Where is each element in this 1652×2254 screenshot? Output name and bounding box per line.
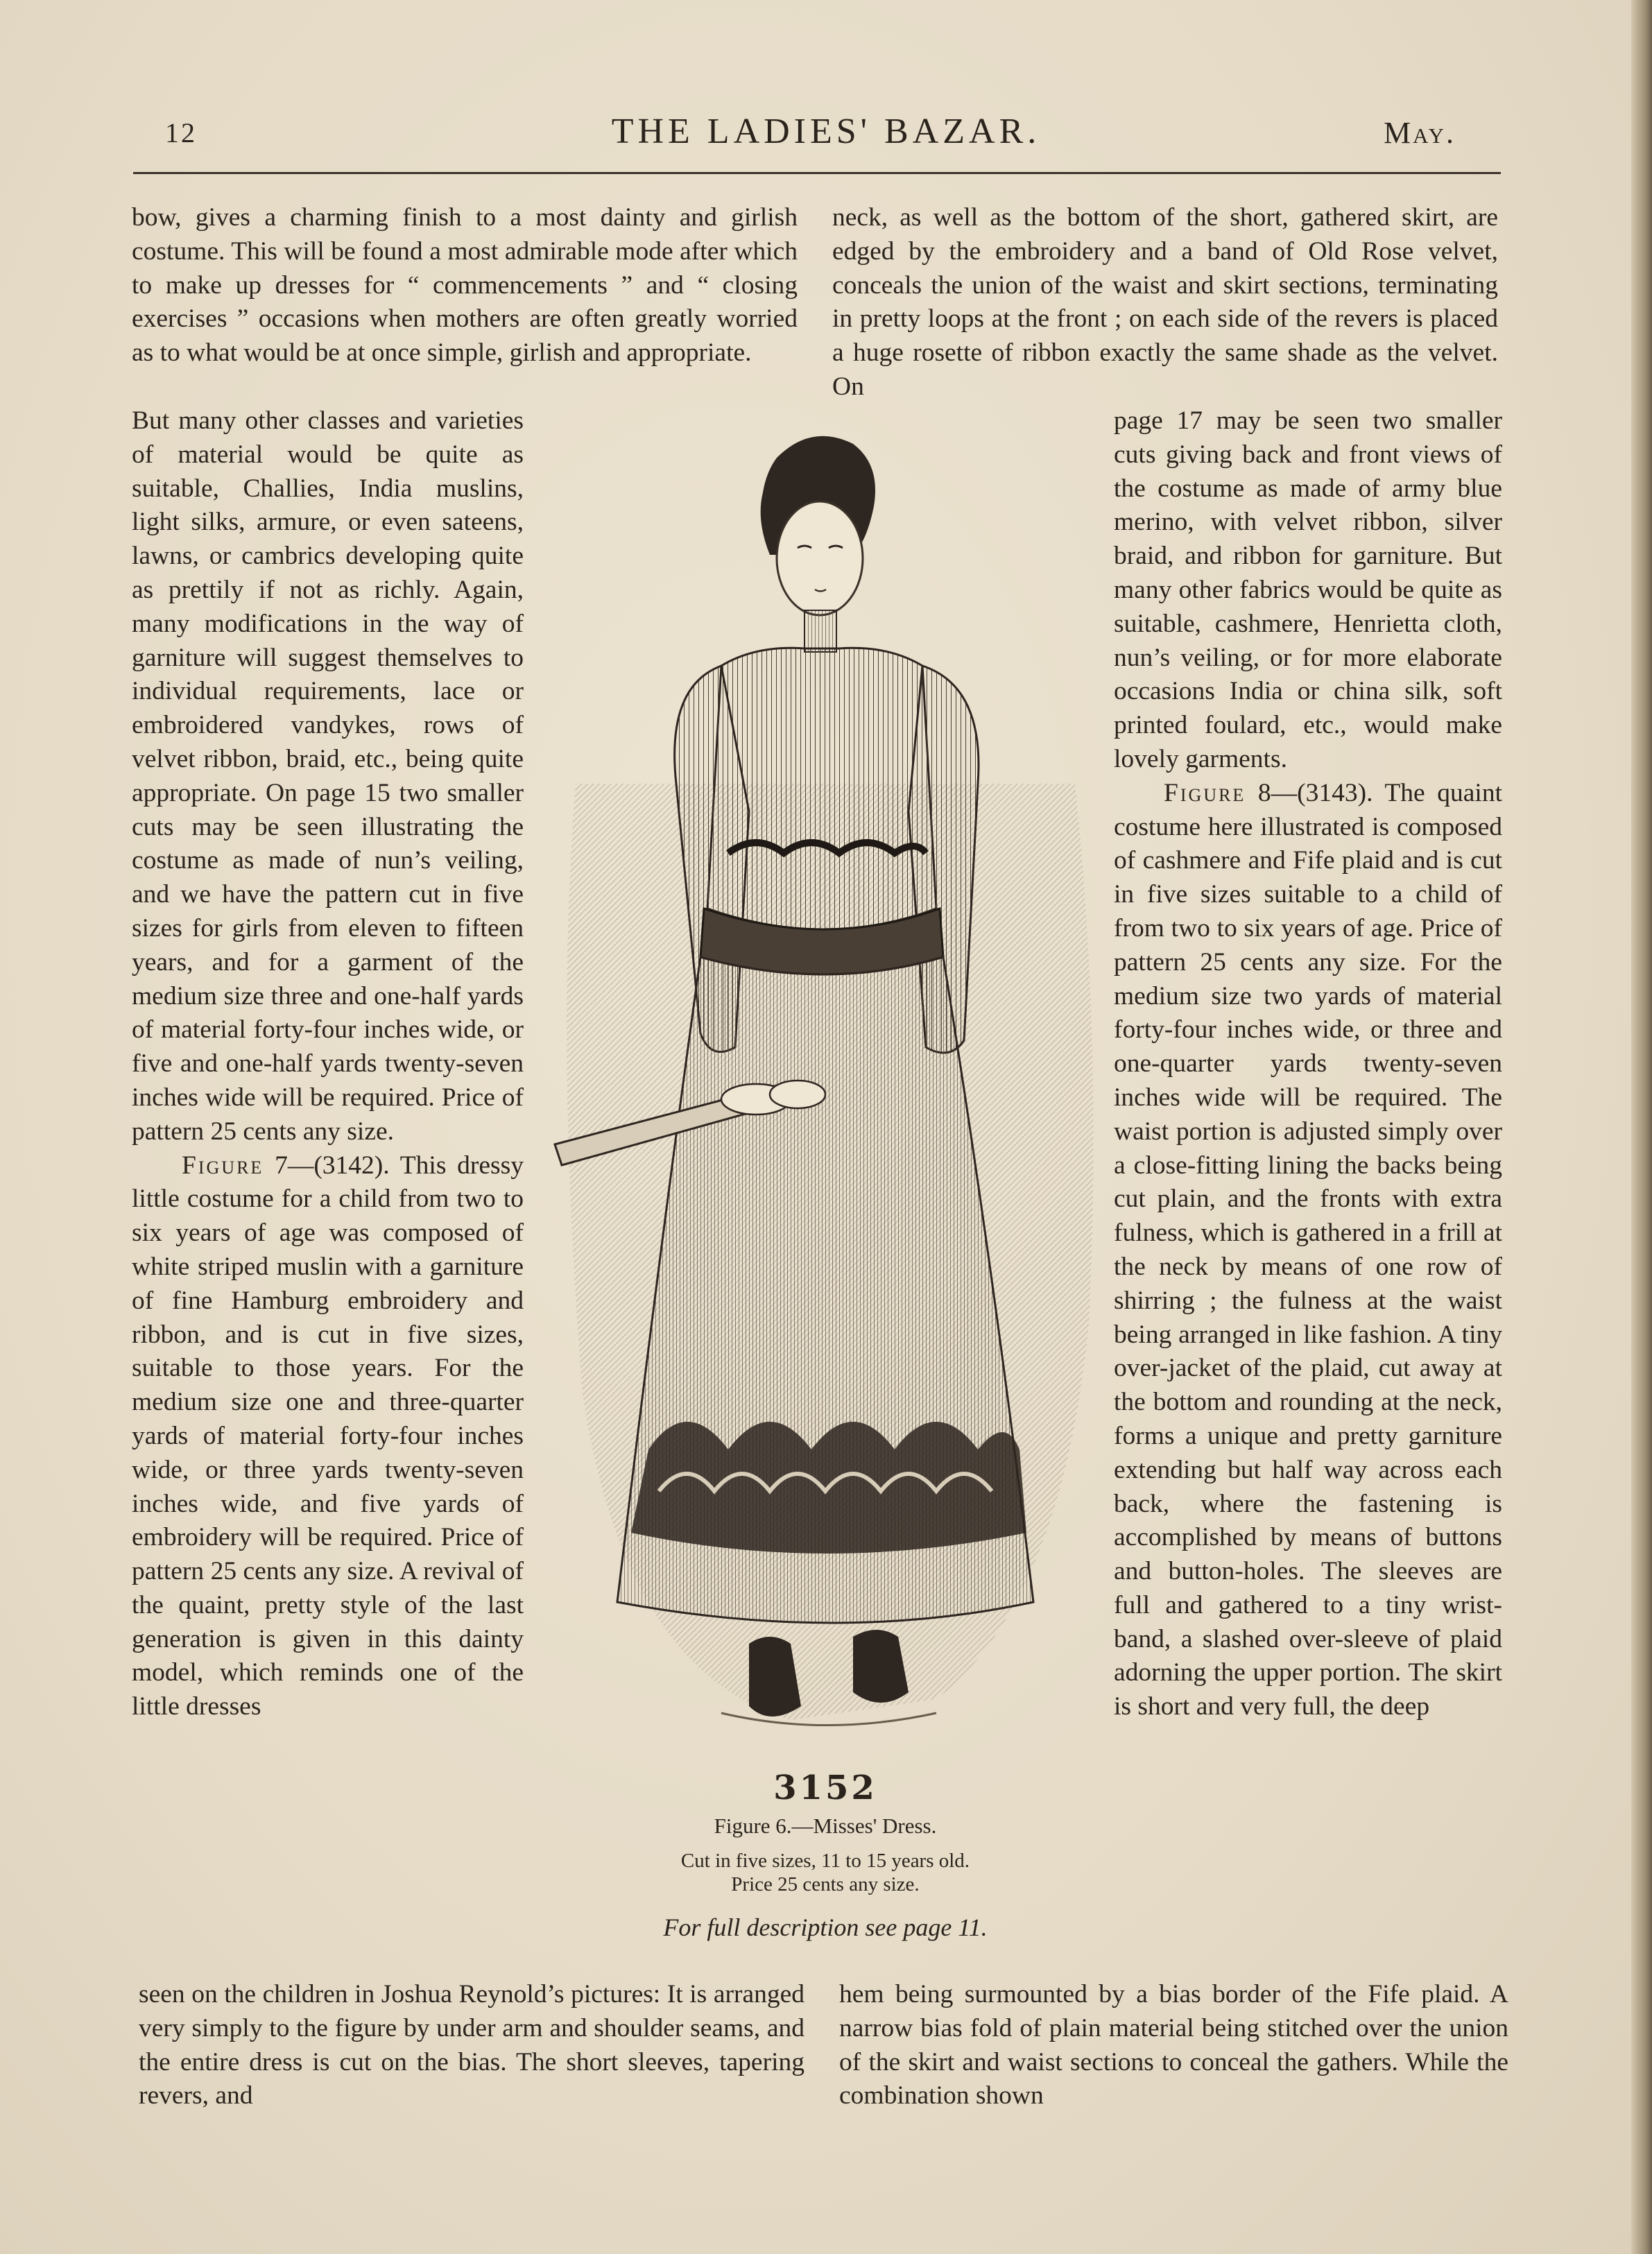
paragraph: But many other classes and varieties of material would be quite as suitable, Challies, India muslins, light silks, armure, or even sateens, lawns, or cambrics developing quite as prettily if not as richly. Again, many modifications in the way of garniture will suggest themselves to individual requirements, lace or embroidered vandykes, rows of velvet ribbon, braid, etc., being quite appropriate. On page 15 two smaller cuts may be seen illustrating the costume as made of nun’s veiling, and we have the pattern cut in five sizes for girls from eleven to fifteen years, and for a garment of the medium size three and one-half yards of material forty-four inches wide, or five and one-half yards twenty-seven inches wide will be required. Price of pattern 25 cents any size. xyxy=(132,406,524,1146)
header-rule xyxy=(133,172,1501,174)
paragraph: neck, as well as the bottom of the short, gathered skirt, are edged by the embroidery and a band of Old Rose velvet, conceals the union of the waist and skirt sections, terminating in pretty loops at the front ; on each side of the revers is placed a huge rosette of ribbon exactly the same shade as the velvet. On xyxy=(832,203,1498,401)
page-edge xyxy=(1631,0,1652,2254)
page-number: 12 xyxy=(165,117,197,148)
figure-label: Figure xyxy=(1164,778,1246,807)
caption-sizes-line: Cut in five sizes, 11 to 15 years old. xyxy=(680,1850,970,1872)
paragraph: seen on the children in Joshua Reynold’s pictures: It is arranged very simply to the figure by under arm and shoulder seams, and the entire dress is cut on the bias. The short sleeves, tapering revers, and xyxy=(139,1980,805,2110)
page-header xyxy=(0,111,1652,160)
paragraph: page 17 may be seen two smaller cuts giving back and front views of the costume as made of army blue merino, with velvet ribbon, silver braid, and ribbon for garniture. But many other fabrics would be quite as suitable, cashmere, Henrietta cloth, nun’s veiling, or for more elaborate occasions India or china silk, soft printed foulard, etc., would make lovely garments. xyxy=(1114,406,1502,773)
issue-month: May. xyxy=(1384,116,1456,150)
pattern-number: 3152 xyxy=(773,1769,877,1807)
misses-dress-illustration xyxy=(548,423,1103,1782)
right-column-top xyxy=(832,201,1498,404)
caption-price-line: Price 25 cents any size. xyxy=(731,1873,920,1895)
right-column-narrow xyxy=(1114,404,1502,1724)
misses-dress-engraving-icon xyxy=(548,423,1103,1782)
paragraph-text: 7—(3142). This dressy little costume for a child from two to six years of age was composed of white striped muslin with a garniture of fine Hamburg embroidery and ribbon, and is cut in five sizes, suitable to those years. For the medium size one and three-quarter yards of material forty-four inches wide, or three yards twenty-seven inches wide, and five yards of embroidery will be required. Price of pattern 25 cents any size. A revival of the quaint, pretty style of the last generation is given in this dainty model, which reminds one of the little dresses xyxy=(132,1151,524,1721)
paragraph-text: 8—(3143). The quaint costume here illustrated is composed of cashmere and Fife plaid and is cut in five sizes suitable to a child of from two to six years of age. Price of pattern 25 cents any size. For the medium size two yards of material forty-four inches wide, or three and one-quarter yards twenty-seven inches wide will be required. The waist portion is adjusted simply over a close-fitting lining the backs being cut plain, and the fronts with extra fulness, which is gathered in a frill at the neck by means of one row of shirring ; the fulness at the waist being arranged in like fashion. A tiny over-jacket of the plaid, cut away at the bottom and rounding at the neck, forms a unique and pretty garniture extending but half way across each back, where the fastening is accomplished by means of buttons and button-holes. The sleeves are full and gathered to a tiny wrist-band, a slashed over-sleeve of plaid adorning the upper portion. The skirt is short and very full, the deep xyxy=(1114,778,1502,1721)
left-column-top xyxy=(132,201,798,370)
figure-caption-sizes xyxy=(596,1849,1054,1896)
right-column-bottom xyxy=(839,1978,1508,2113)
paragraph: hem being surmounted by a bias border of the Fife plaid. A narrow bias fold of plain material being stitched over the union of the skirt and waist sections to conceal the gathers. While the combination shown xyxy=(839,1980,1508,2110)
figure-label: Figure xyxy=(182,1151,264,1180)
figure-reference: For full description see page 11. xyxy=(663,1913,988,1941)
left-column-narrow xyxy=(132,404,524,1724)
left-column-bottom xyxy=(139,1978,805,2113)
paragraph-figure-7 xyxy=(132,1149,524,1725)
running-title: THE LADIES' BAZAR. xyxy=(611,112,1041,151)
figure-caption-title: Figure 6.—Misses' Dress. xyxy=(714,1814,937,1838)
paragraph-figure-8 xyxy=(1114,777,1502,1724)
paragraph: bow, gives a charming finish to a most dainty and girlish costume. This will be found a most admirable mode after which to make up dresses for “ commencements ” and “ closing exercises ” occasions when mothers are often greatly worried as to what would be at once simple, girlish and appropriate. xyxy=(132,203,798,368)
